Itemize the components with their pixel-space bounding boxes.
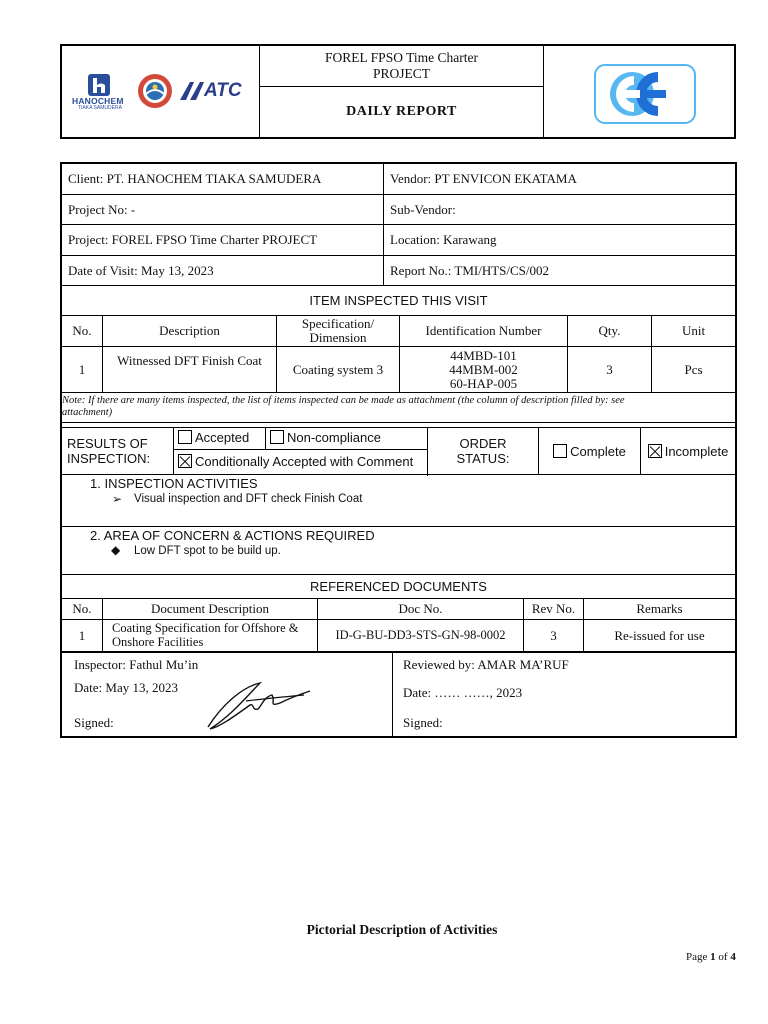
non-compliance-label: Non-compliance [287,430,381,445]
items-header-spec-line1: Specification/ [301,316,375,331]
reviewer-block [393,653,735,736]
info-row-date [62,256,735,286]
accepted-checkbox[interactable] [178,430,192,444]
complete-checkbox[interactable] [553,444,567,458]
items-header-qty: Qty. [568,316,652,346]
inspector-block [62,653,393,736]
doc-description-line2: Onshore Facilities [112,635,204,649]
activities-heading: 1. INSPECTION ACTIVITIES [90,476,258,491]
items-header-identification: Identification Number [400,316,568,346]
complete-label: Complete [570,443,626,459]
project-title-line2: PROJECT [372,66,430,81]
order-status-label-line2: STATUS: [456,451,510,466]
items-header-description: Description [103,316,277,346]
concern-section [62,527,735,575]
conditionally-accepted-label: Conditionally Accepted with Comment [195,454,414,469]
accepted-label: Accepted [195,430,250,445]
table-row [62,620,735,653]
page-total: 4 [730,951,736,963]
location-field: Location: Karawang [390,232,497,247]
docs-header-row [62,599,735,620]
items-note-line2: attachment) [62,407,113,418]
concern-bullet-icon: ◆ [111,543,121,557]
hanochem-logo-subtext: TIAKA SAMUDERA [78,105,122,111]
inspector-name: Inspector: Fathul Mu’in [74,657,199,672]
page-indicator [686,951,736,963]
doc-no-index: 1 [62,620,103,651]
activities-section [62,475,735,527]
doc-description [103,620,318,651]
project-field: Project: FOREL FPSO Time Charter PROJECT [62,225,384,255]
hanochem-logo-text: HANOCHEM [72,96,124,106]
items-header-spec [277,316,400,346]
incomplete-option[interactable] [641,428,735,474]
items-header-no: No. [62,316,103,346]
order-status-label [428,428,539,474]
item-spec: Coating system 3 [277,347,400,392]
conditionally-accepted-checkbox[interactable] [178,454,192,468]
item-qty: 3 [568,347,652,392]
envicon-logo-cell [544,46,736,137]
seal-logo [136,72,174,110]
item-identification-3: 60-HAP-005 [449,375,518,391]
info-row-project-no [62,195,735,225]
items-header-spec-line2: Dimension [309,330,367,345]
inspector-signed-label: Signed: [74,715,114,730]
results-row [62,427,735,475]
items-section-title-row [62,286,735,316]
items-note-line1: Note: If there are many items inspected, the list of items inspected can be made as attachment (the column of description filled by: see [62,395,625,406]
docs-header-description: Document Description [103,599,318,619]
item-identification [400,347,568,392]
doc-rev: 3 [524,620,584,651]
accepted-option[interactable] [174,428,266,450]
item-no: 1 [62,347,103,392]
project-title-line1: FOREL FPSO Time Charter [325,50,478,65]
project-no-field: Project No: - [62,195,384,224]
activities-bullet: Visual inspection and DFT check Finish Coat [134,493,363,505]
items-note [62,393,735,422]
results-label [62,428,174,474]
atc-logo-text: ATC [204,80,242,101]
non-compliance-option[interactable] [266,428,428,450]
items-note-row [62,393,735,423]
date-of-visit-field: Date of Visit: May 13, 2023 [62,256,384,285]
items-header-unit: Unit [681,323,706,338]
company-logos [62,46,260,137]
docs-section-title-row [62,575,735,599]
order-status-label-line1: ORDER [459,436,507,451]
page-number: 1 [710,951,716,963]
doc-description-line1: Coating Specification for Offshore & [112,621,299,635]
item-unit: Pcs [684,361,703,377]
header-title-block [260,46,544,137]
info-row-client [62,164,735,195]
non-compliance-checkbox[interactable] [270,430,284,444]
table-row [62,347,735,393]
project-title [260,46,543,87]
reviewer-date: Date: …… ……, 2023 [403,685,523,700]
docs-section-title: REFERENCED DOCUMENTS [310,579,487,594]
reviewer-name: Reviewed by: AMAR MA’RUF [403,657,569,672]
item-description: Witnessed DFT Finish Coat [103,347,277,392]
activities-bullet-icon: ➢ [112,492,123,506]
info-row-project [62,225,735,256]
item-identification-2: 44MBM-002 [449,361,518,377]
envicon-logo [594,64,696,124]
report-header [60,44,736,139]
signoff-row [62,653,735,736]
results-label-line1: RESULTS OF [67,436,148,451]
report-title: DAILY REPORT [346,104,457,119]
items-header-row [62,316,735,347]
pictorial-heading: Pictorial Description of Activities [306,922,498,937]
incomplete-label: Incomplete [664,443,729,459]
complete-option[interactable] [539,428,641,474]
concern-bullet: Low DFT spot to be build up. [134,545,281,557]
items-section-title: ITEM INSPECTED THIS VISIT [309,293,488,308]
page-prefix: Page [686,951,708,963]
concern-heading: 2. AREA OF CONCERN & ACTIONS REQUIRED [90,528,375,543]
docs-header-doc-no: Doc No. [318,599,524,619]
inspector-date: Date: May 13, 2023 [74,680,178,695]
client-field: Client: PT. HANOCHEM TIAKA SAMUDERA [62,164,384,194]
vendor-field: Vendor: PT ENVICON EKATAMA [390,171,577,186]
docs-header-no: No. [62,599,103,619]
incomplete-checkbox[interactable] [648,444,662,458]
reviewer-signed-label: Signed: [403,715,443,730]
sub-vendor-field: Sub-Vendor: [390,201,456,217]
doc-number: ID-G-BU-DD3-STS-GN-98-0002 [318,620,524,651]
doc-remarks: Re-issued for use [614,627,705,643]
page-of: of [718,951,728,963]
conditionally-accepted-option[interactable] [174,450,428,476]
report-no-field: Report No.: TMI/HTS/CS/002 [390,262,550,278]
report-form [60,162,737,738]
docs-header-rev: Rev No. [524,599,584,619]
docs-header-remarks: Remarks [636,601,683,616]
inspector-signature [202,675,314,733]
results-label-line2: INSPECTION: [67,451,151,466]
item-identification-1: 44MBD-101 [450,347,517,363]
